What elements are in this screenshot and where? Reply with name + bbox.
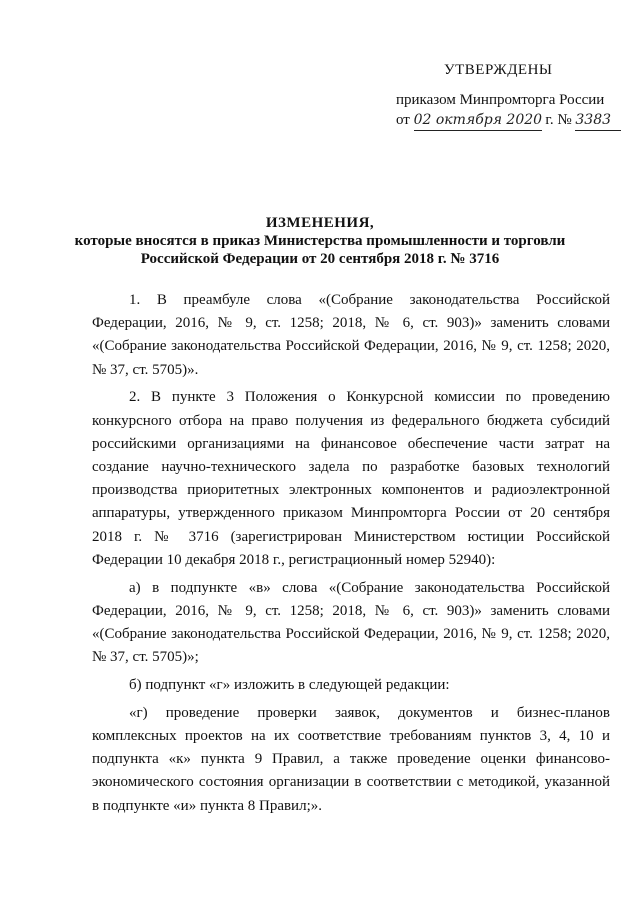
approval-order-line: приказом Минпромторга России [396, 92, 605, 108]
handwritten-order-number: 3383 [575, 110, 621, 131]
paragraph-2: 2. В пункте 3 Положения о Конкурсной комиссии по проведению конкурсного отбора на право получения из федерального бюджета субсидий российскими организациями на финансовое обеспечение части затрат на создание научно-технического задела по разработке базовых технологий производства приоритетных электронных компонентов и радиоэлектронной аппаратуры, утвержденного приказом Минпромторга России от 20 сентября 2018 г. № 3716 (зарегистрирован Министерством юстиции Российской Федерации 10 декабря 2018 г., регистрационный номер 52940): [92, 389, 610, 568]
title-heading: ИЗМЕНЕНИЯ, [265, 215, 375, 231]
paragraph-2a: а) в подпункте «в» слова «(Собрание законодательства Российской Федерации, 2016, № 9, ст. 1258; 2018, № 6, ст. 903)» заменить словами «(Собрание законодательства Российской Федерации, 2016, № 9, ст. 1258; 2020, № 37, ст. 5705)»; [92, 579, 610, 666]
handwritten-date: 02 октября 2020 [414, 110, 542, 131]
title-subtitle-line2: Российской Федерации от 20 сентября 2018 г. № 3716 [140, 251, 500, 267]
approval-date-line [396, 110, 616, 131]
paragraph-1: 1. В преамбуле слова «(Собрание законодательства Российской Федерации, 2016, № 9, ст. 1258; 2018, № 6, ст. 903)» заменить словами «(Собрание законодательства Российской Федерации, 2016, № 9, ст. 1258; 2020, № 37, ст. 5705)». [92, 292, 610, 378]
document-title [70, 214, 570, 268]
approval-stamp: УТВЕРЖДЕНЫ [444, 62, 553, 78]
year-suffix: г. № [545, 112, 572, 128]
paragraph-2b: б) подпункт «г» изложить в следующей редакции: [129, 677, 450, 694]
title-subtitle-line1: которые вносятся в приказ Министерства промышленности и торговли [74, 233, 566, 249]
document-body [92, 289, 610, 822]
paragraph-2b-quote: «г) проведение проверки заявок, документов и бизнес-планов комплексных проектов на их соответствие требованиям пунктов 3, 4, 10 и подпункта «к» пункта 9 Правил, а также проведение оценки финансово-экономического состояния организации в соответствии с методикой, указанной в подпункте «и» пункта 8 Правил;». [92, 704, 610, 814]
date-prefix: от [396, 112, 410, 128]
